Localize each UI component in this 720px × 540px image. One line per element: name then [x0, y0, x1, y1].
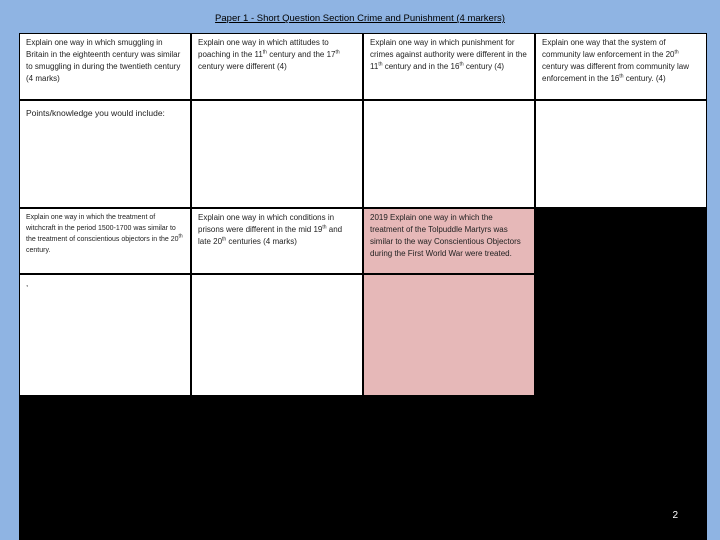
question-text: century. (4): [623, 74, 666, 83]
superscript: th: [378, 61, 383, 68]
answer-cell-1[interactable]: [20, 101, 190, 207]
question-text: centuries (4 marks): [226, 237, 297, 246]
question-cell-witchcraft: [20, 209, 190, 273]
question-text: century (4): [463, 62, 505, 71]
question-text: Explain one way in which the treatment of witchcraft in the period 1500-1700 was similar to the treatment of conscientious objectors in the 20: [26, 214, 179, 243]
question-cell-law-enforcement: [536, 34, 706, 99]
question-text: Explain one way in which smuggling in Britain in the eighteenth century was similar to smuggling in during the twentieth century (4 marks): [26, 38, 181, 83]
superscript: th: [674, 49, 679, 56]
superscript: th: [322, 224, 327, 231]
superscript: th: [222, 236, 227, 243]
question-cell-poaching: [192, 34, 362, 99]
comma-mark: ,: [26, 279, 29, 288]
question-text: 2019 Explain one way in which the treatment of the Tolpuddle Martyrs was similar to the way Conscientious Objectors during the First World War were treated.: [370, 213, 521, 258]
question-text: century.: [26, 247, 51, 254]
answer-cell-6[interactable]: [192, 275, 362, 395]
superscript: th: [262, 49, 267, 56]
answer-cell-7[interactable]: [364, 275, 534, 395]
question-text: Explain one way in which attitudes to poaching in the 11: [198, 38, 329, 59]
answer-cell-2[interactable]: [192, 101, 362, 207]
points-label: Points/knowledge you would include:: [26, 108, 165, 118]
question-cell-tolpuddle: [364, 209, 534, 273]
question-text: century were different (4): [198, 62, 287, 71]
page-number: 2: [672, 510, 678, 521]
superscript: th: [335, 49, 340, 56]
question-text: Explain one way that the system of community law enforcement in the 20: [542, 38, 675, 59]
question-text: century was different from community law enforcement in the 16: [542, 62, 690, 83]
question-cell-prisons: [192, 209, 362, 273]
question-text: Explain one way in which punishment for crimes against authority were different in the 11: [370, 38, 527, 71]
question-cell-smuggling: [20, 34, 190, 99]
question-text: Explain one way in which conditions in prisons were different in the mid 19: [198, 213, 335, 234]
question-text: century and in the 16: [382, 62, 460, 71]
page-title: Paper 1 - Short Question Section Crime and Punishment (4 markers): [215, 13, 505, 24]
superscript: th: [619, 73, 624, 80]
question-text: century and the 17: [266, 50, 336, 59]
answer-cell-5[interactable]: [20, 275, 190, 395]
superscript: th: [178, 233, 183, 240]
answer-cell-4[interactable]: [536, 101, 706, 207]
question-cell-authority: [364, 34, 534, 99]
question-text: and late 20: [198, 225, 343, 246]
answer-cell-3[interactable]: [364, 101, 534, 207]
superscript: th: [459, 61, 464, 68]
